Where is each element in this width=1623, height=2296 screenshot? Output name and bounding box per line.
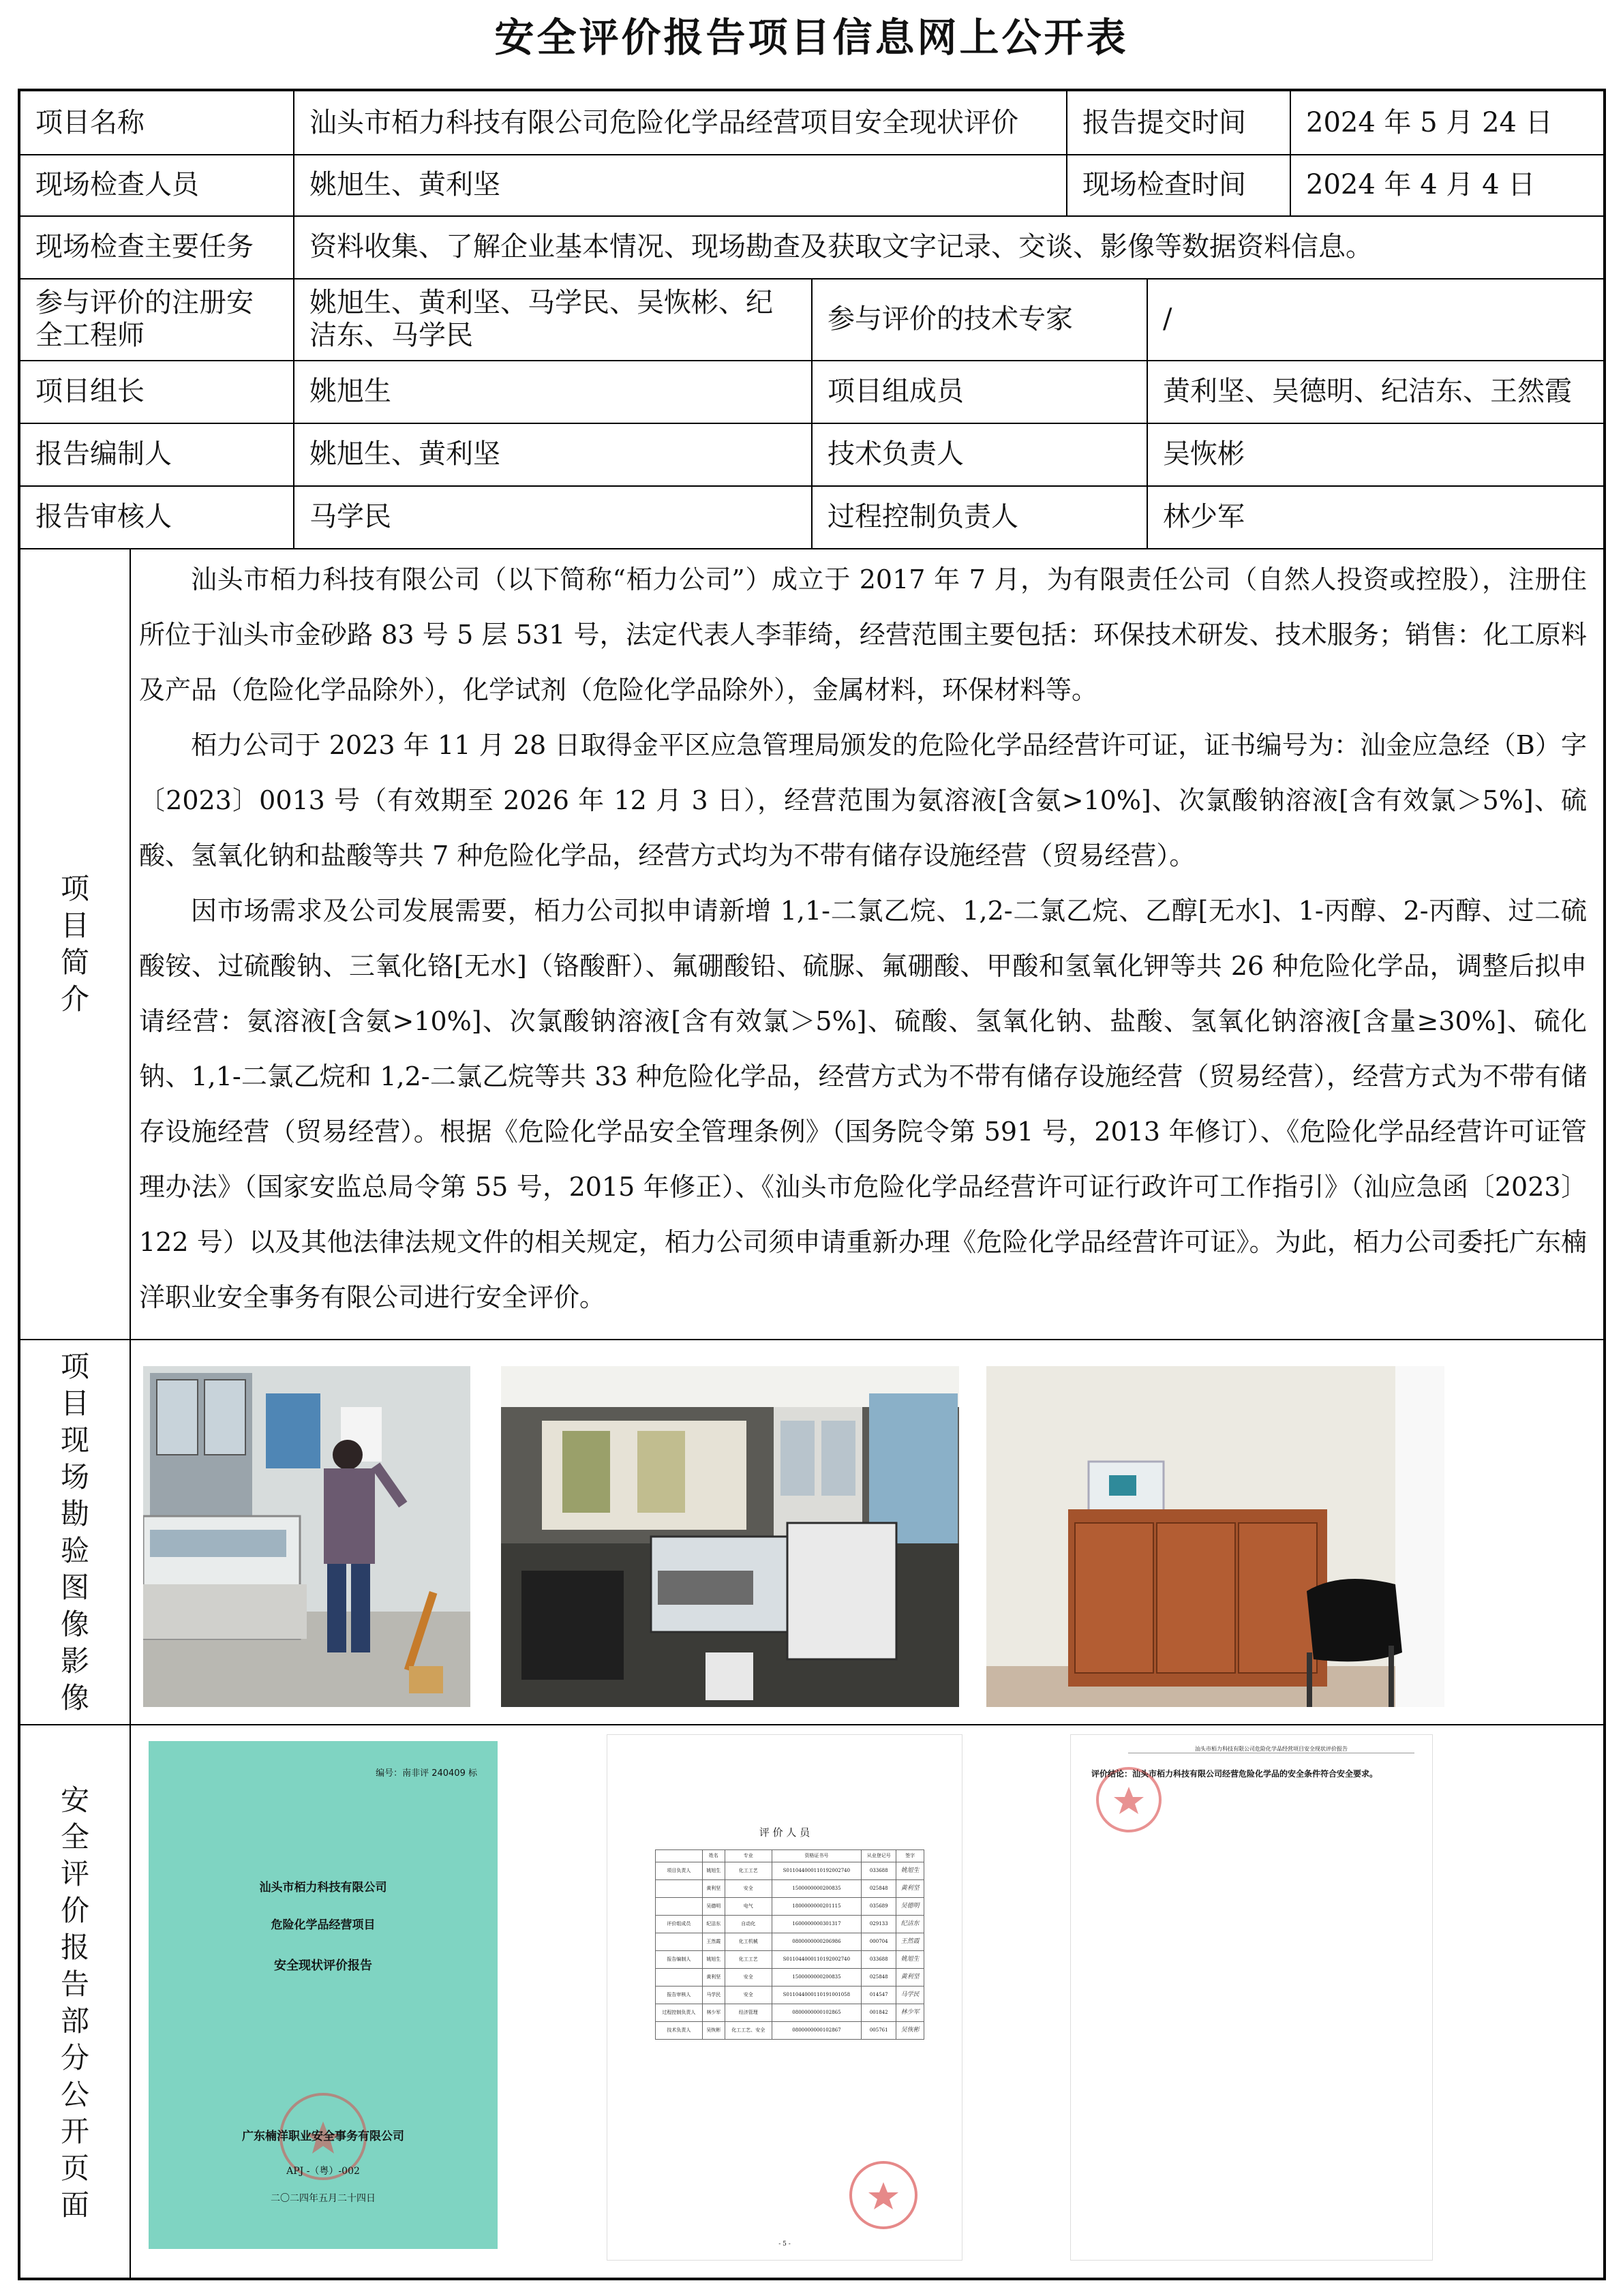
label-process-control: 过程控制负责人	[828, 501, 1018, 532]
staff-cell: 项目负责人	[656, 1862, 703, 1880]
cover-number: 编号：南非评 240409 标	[376, 1768, 477, 1779]
staff-cell: 化工机械	[725, 1933, 772, 1951]
staff-cell: 黄利坚	[702, 1880, 725, 1898]
staff-cell: 025848	[862, 1969, 896, 1987]
info-table	[18, 89, 1606, 2280]
value-inspection-time: 2024 年 4 月 4 日	[1306, 169, 1536, 200]
value-tech-lead: 吴恢彬	[1163, 438, 1245, 470]
staff-row	[656, 1862, 924, 1880]
site-photo-office-inspector	[143, 1366, 470, 1707]
staff-table-body	[656, 1862, 924, 2040]
staff-cell	[656, 1969, 703, 1987]
cover-report-title: 安全现状评价报告	[274, 1959, 372, 1973]
staff-cell: 化工工艺	[725, 1862, 772, 1880]
staff-cell: 黄利坚	[702, 1969, 725, 1987]
staff-row	[656, 2022, 924, 2040]
staff-cell: 姚旭生	[702, 1951, 725, 1969]
staff-cell: 王然霞	[702, 1933, 725, 1951]
staff-signature: 姚旭生	[896, 1862, 924, 1880]
value-project-name: 汕头市栢力科技有限公司危险化学品经营项目安全现状评价	[309, 107, 1018, 138]
staff-seal-stamp	[846, 2158, 921, 2233]
staff-cell: 014547	[862, 1987, 896, 2004]
intro-text	[139, 552, 1587, 1325]
report-staff-page	[607, 1734, 962, 2261]
staff-table	[655, 1849, 924, 2040]
staff-cell: 1600000000301317	[772, 1916, 862, 1933]
staff-col-header: 资格证书号	[772, 1850, 862, 1862]
cover-date: 二〇二四年五月二十四日	[271, 2193, 376, 2204]
staff-row	[656, 2004, 924, 2022]
staff-signature: 林少军	[896, 2004, 924, 2022]
staff-cell: 001842	[862, 2004, 896, 2022]
staff-row	[656, 1880, 924, 1898]
staff-cell: 0800000000206986	[772, 1933, 862, 1951]
staff-row	[656, 1987, 924, 2004]
label-members: 项目组成员	[828, 376, 964, 407]
staff-cell: 林少军	[702, 2004, 725, 2022]
staff-cell: 自动化	[725, 1916, 772, 1933]
value-members: 黄利坚、吴德明、纪洁东、王然霞	[1163, 376, 1572, 407]
staff-row	[656, 1898, 924, 1916]
value-experts: /	[1163, 303, 1172, 335]
staff-cell: 化工工艺	[725, 1951, 772, 1969]
cover-project: 危险化学品经营项目	[271, 1918, 376, 1932]
value-leader: 姚旭生	[309, 376, 391, 407]
staff-signature: 王然霞	[896, 1933, 924, 1951]
value-tasks: 资料收集、了解企业基本情况、现场勘查及获取文字记录、交谈、影像等数据资料信息。	[309, 231, 1373, 262]
staff-signature: 姚旭生	[896, 1951, 924, 1969]
label-photos: 项目现场勘验图像影像	[60, 1349, 89, 1715]
label-reviewer: 报告审核人	[35, 501, 172, 532]
staff-cell: 035689	[862, 1898, 896, 1916]
staff-cell: 033688	[862, 1951, 896, 1969]
staff-cell	[656, 1880, 703, 1898]
staff-cell: 025848	[862, 1880, 896, 1898]
staff-row	[656, 1951, 924, 1969]
staff-cell: 1500000000200835	[772, 1880, 862, 1898]
value-process-control: 林少军	[1163, 501, 1245, 532]
staff-page-number: - 5 -	[778, 2241, 791, 2248]
staff-table-header	[656, 1850, 924, 1862]
label-experts: 参与评价的技术专家	[828, 303, 1073, 335]
intro-paragraph-2: 栢力公司于 2023 年 11 月 28 日取得金平区应急管理局颁发的危险化学品经营许可证，证书编号为：汕金应急经（B）字〔2023〕0013 号（有效期至 2026 年 12 月 3 日），经营范围为氨溶液[含氨>10%]、次氯酸钠溶液[含有效氯＞5%]、硫酸、氢氧化钠和盐酸等共 7 种危险化学品，经营方式均为不带有储存设施经营（贸易经营）。	[139, 730, 1587, 871]
staff-cell: 033688	[862, 1862, 896, 1880]
staff-signature: 纪洁东	[896, 1916, 924, 1933]
label-tech-lead: 技术负责人	[828, 438, 964, 470]
staff-heading: 评 价 人 员	[759, 1826, 810, 1839]
staff-cell: 纪洁东	[702, 1916, 725, 1933]
staff-col-header: 从业登记号	[862, 1850, 896, 1862]
conclusion-text: 评价结论：汕头市栢力科技有限公司经营危险化学品的安全条件符合安全要求。	[1091, 1769, 1378, 1779]
label-report-pages: 安全评价报告部分公开页面	[60, 1783, 89, 2222]
staff-cell: 1800000000201115	[772, 1898, 862, 1916]
page-title: 安全评价报告项目信息网上公开表	[494, 14, 1129, 61]
staff-cell: 姚旭生	[702, 1862, 725, 1880]
cover-organization: 广东楠洋职业安全事务有限公司	[242, 2130, 404, 2143]
cover-company: 汕头市栢力科技有限公司	[259, 1881, 387, 1894]
staff-row	[656, 1916, 924, 1933]
cover-cert: APJ -（粤）-002	[286, 2166, 360, 2177]
staff-cell	[656, 1933, 703, 1951]
staff-col-header	[656, 1850, 703, 1862]
label-inspection-time: 现场检查时间	[1082, 169, 1246, 200]
staff-cell: 评价组成员	[656, 1916, 703, 1933]
intro-paragraph-3: 因市场需求及公司发展需要，栢力公司拟申请新增 1,1-二氯乙烷、1,2-二氯乙烷、乙醇[无水]、1-丙醇、2-丙醇、过二硫酸铵、过硫酸钠、三氧化铬[无水]（铬酸酐）、氟硼酸铅、硫脲、氟硼酸、甲酸和氢氧化钾等共 26 种危险化学品，调整后拟申请经营：氨溶液[含氨>10%]、次氯酸钠溶液[含有效氯＞5%]、硫酸、氢氧化钠、盐酸、氢氧化钠溶液[含量≥30%]、硫化钠、1,1-二氯乙烷和 1,2-二氯乙烷等共 33 种危险化学品，经营方式为不带有储存设施经营（贸易经营），经营方式为不带有储存设施经营（贸易经营）。根据《危险化学品安全管理条例》（国务院令第 591 号，2013 年修订）、《危险化学品经营许可证管理办法》（国家安监总局令第 55 号，2015 年修正）、《汕头市危险化学品经营许可证行政许可工作指引》（汕应急函〔2023〕122 号）以及其他法律法规文件的相关规定，栢力公司须申请重新办理《危险化学品经营许可证》。为此，栢力公司委托广东楠洋职业安全事务有限公司进行安全评价。	[139, 896, 1587, 1312]
staff-signature: 吴恢彬	[896, 2022, 924, 2040]
staff-row	[656, 1933, 924, 1951]
label-inspectors: 现场检查人员	[35, 169, 199, 200]
staff-col-header: 签字	[896, 1850, 924, 1862]
staff-signature: 吴德明	[896, 1898, 924, 1916]
label-leader: 项目组长	[35, 376, 145, 407]
label-tasks: 现场检查主要任务	[35, 231, 254, 262]
label-project-name: 项目名称	[35, 107, 145, 138]
staff-cell: 电气	[725, 1898, 772, 1916]
staff-cell: 1500000000200835	[772, 1969, 862, 1987]
label-intro: 项目简介	[60, 872, 89, 1016]
cabinet-chair-illustration	[986, 1366, 1444, 1707]
report-cover-page	[149, 1741, 498, 2249]
value-inspectors: 姚旭生、黄利坚	[309, 169, 500, 200]
office-desks-illustration	[501, 1366, 959, 1707]
staff-signature: 马学民	[896, 1987, 924, 2004]
staff-cell: 报告编制人	[656, 1951, 703, 1969]
staff-cell: S011044000110192002740	[772, 1951, 862, 1969]
staff-cell: 马学民	[702, 1987, 725, 2004]
staff-cell	[656, 1898, 703, 1916]
value-reviewer: 马学民	[309, 501, 391, 532]
site-photo-office-desks	[501, 1366, 959, 1707]
staff-col-header: 姓名	[702, 1850, 725, 1862]
staff-cell: 安全	[725, 1969, 772, 1987]
staff-cell: 安全	[725, 1880, 772, 1898]
intro-paragraph-1: 汕头市栢力科技有限公司（以下简称“栢力公司”）成立于 2017 年 7 月，为有限责任公司（自然人投资或控股），注册住所位于汕头市金砂路 83 号 5 层 531 号，法定代表人李菲绮，经营范围主要包括：环保技术研发、技术服务；销售：化工原料及产品（危险化学品除外），化学试剂（危险化学品除外），金属材料，环保材料等。	[139, 564, 1587, 705]
value-engineers: 姚旭生、黄利坚、马学民、吴恢彬、纪洁东、马学民	[309, 287, 773, 351]
staff-cell: 过程控制负责人	[656, 2004, 703, 2022]
staff-cell: 化工工艺、安全	[725, 2022, 772, 2040]
staff-cell: 0800000000102865	[772, 2004, 862, 2022]
staff-cell: 安全	[725, 1987, 772, 2004]
staff-cell: S011044000110192002740	[772, 1862, 862, 1880]
report-conclusion-page	[1070, 1734, 1433, 2261]
staff-cell: 报告审核人	[656, 1987, 703, 2004]
staff-cell: 吴恢彬	[702, 2022, 725, 2040]
conclusion-header: 汕头市栢力科技有限公司危险化学品经营项目安全现状评价报告	[1128, 1745, 1414, 1753]
staff-cell: 029133	[862, 1916, 896, 1933]
value-submit-time: 2024 年 5 月 24 日	[1306, 107, 1553, 138]
office-inspector-illustration	[143, 1366, 470, 1707]
staff-signature: 黄利坚	[896, 1880, 924, 1898]
staff-signature: 黄利坚	[896, 1969, 924, 1987]
staff-col-header: 专业	[725, 1850, 772, 1862]
staff-cell: 技术负责人	[656, 2022, 703, 2040]
staff-cell: 吴德明	[702, 1898, 725, 1916]
site-photo-cabinet-chair	[986, 1366, 1444, 1707]
value-compiler: 姚旭生、黄利坚	[309, 438, 500, 470]
staff-cell: 经济管理	[725, 2004, 772, 2022]
staff-cell: 0800000000102867	[772, 2022, 862, 2040]
staff-cell: 000704	[862, 1933, 896, 1951]
staff-row	[656, 1969, 924, 1987]
staff-cell: 005761	[862, 2022, 896, 2040]
staff-cell: S011044000110191001058	[772, 1987, 862, 2004]
label-submit-time: 报告提交时间	[1082, 107, 1246, 138]
label-engineers: 参与评价的注册安全工程师	[35, 287, 254, 351]
label-compiler: 报告编制人	[35, 438, 172, 470]
